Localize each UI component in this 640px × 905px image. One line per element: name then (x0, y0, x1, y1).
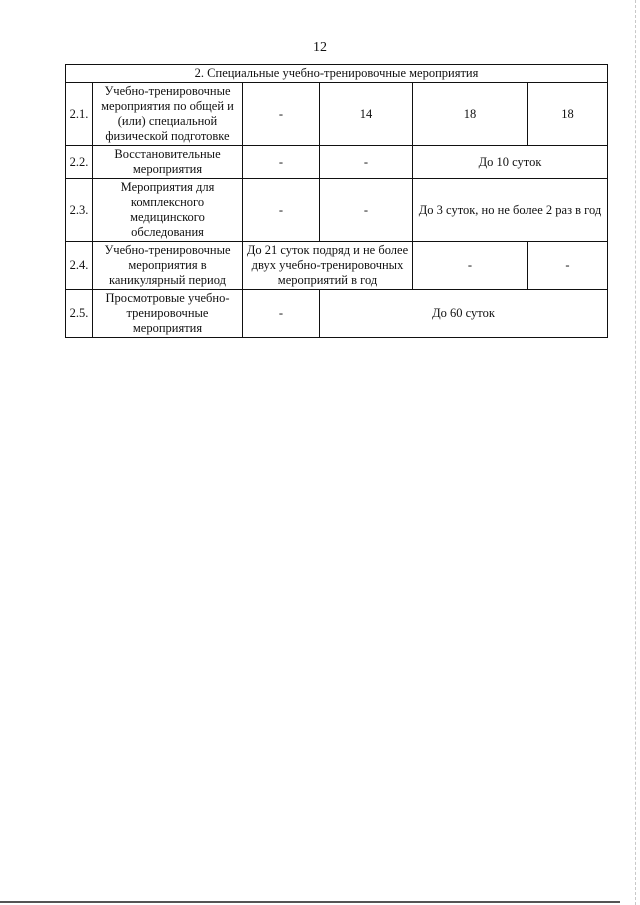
table-cell: - (243, 146, 320, 179)
training-events-table (65, 64, 608, 338)
table-cell: - (528, 242, 608, 290)
table-row (66, 146, 608, 179)
merged-cell: До 3 суток, но не более 2 раз в год (413, 179, 608, 242)
event-name: Учебно-тренировочные мероприятия по общей и (или) специальной физической подготовке (93, 83, 243, 146)
page-number: 12 (313, 40, 327, 55)
event-name: Учебно-тренировочные мероприятия в каникулярный период (93, 242, 243, 290)
scan-bottom-edge (0, 901, 620, 903)
table-cell: - (320, 146, 413, 179)
event-name: Просмотровые учебно-тренировочные мероприятия (93, 290, 243, 338)
table-cell: 18 (528, 83, 608, 146)
table-cell: - (413, 242, 528, 290)
row-number: 2.1. (66, 83, 93, 146)
scan-edge-line (634, 0, 636, 905)
section-header-row (66, 65, 608, 83)
row-number: 2.4. (66, 242, 93, 290)
section-title: 2. Специальные учебно-тренировочные мероприятия (66, 65, 608, 83)
table-cell: 14 (320, 83, 413, 146)
table-cell: - (320, 179, 413, 242)
table-row (66, 83, 608, 146)
row-number: 2.2. (66, 146, 93, 179)
table-row (66, 179, 608, 242)
table-cell: - (243, 290, 320, 338)
table-row (66, 290, 608, 338)
table-row (66, 242, 608, 290)
table-cell: 18 (413, 83, 528, 146)
merged-cell: До 60 суток (320, 290, 608, 338)
merged-cell: До 10 суток (413, 146, 608, 179)
row-number: 2.3. (66, 179, 93, 242)
table-cell: - (243, 179, 320, 242)
merged-cell: До 21 суток подряд и не более двух учебно-тренировочных мероприятий в год (243, 242, 413, 290)
event-name: Мероприятия для комплексного медицинского обследования (93, 179, 243, 242)
event-name: Восстановительные мероприятия (93, 146, 243, 179)
row-number: 2.5. (66, 290, 93, 338)
table-cell: - (243, 83, 320, 146)
